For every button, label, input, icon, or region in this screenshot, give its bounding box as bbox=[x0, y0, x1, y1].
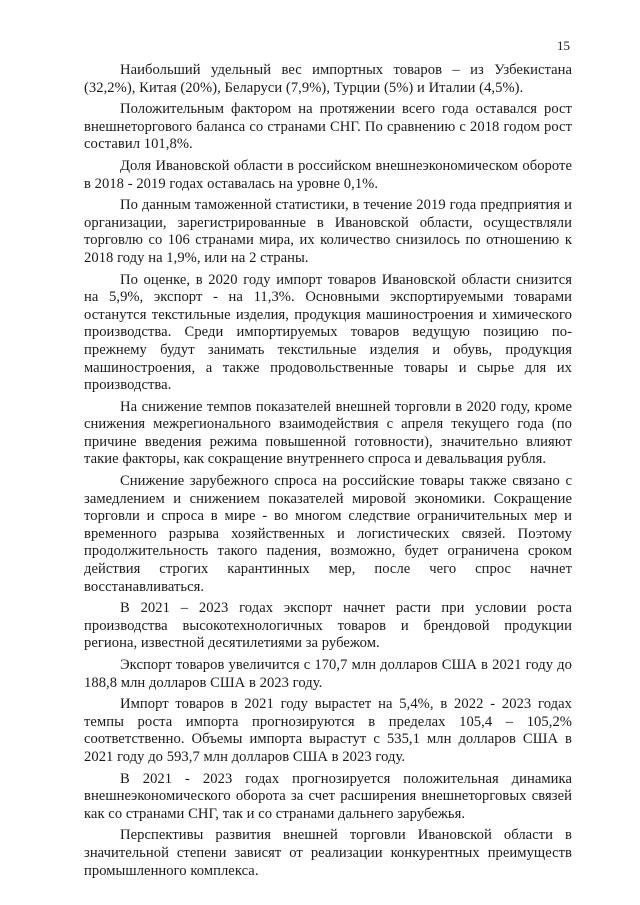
paragraph: Положительным фактором на протяжении всего года оставался рост внешнеторгового баланса со странами СНГ. По сравнению с 2018 годом рост составил 101,8%. bbox=[84, 101, 572, 153]
paragraph: По данным таможенной статистики, в течение 2019 года предприятия и организации, зарегистрированные в Ивановской области, осуществляли торговлю со 106 странами мира, их количество снизилось по отношению к 2018 году на 1,9%, или на 2 страны. bbox=[84, 197, 572, 266]
paragraph: В 2021 – 2023 годах экспорт начнет расти при условии роста производства высокотехнологичных товаров и брендовой продукции региона, известной десятилетиями за рубежом. bbox=[84, 600, 572, 652]
document-body bbox=[84, 62, 572, 884]
paragraph: Снижение зарубежного спроса на российские товары также связано с замедлением и снижением показателей мировой экономики. Сокращение торговли и спроса в мире - во многом следствие ограничительных мер и временного разрыва хозяйственных и логистических связей. Поэтому продолжительность такого падения, возможно, будет ограничена сроком действия строгих карантинных мер, после чего спрос начнет восстанавливаться. bbox=[84, 473, 572, 595]
paragraph: Импорт товаров в 2021 году вырастет на 5,4%, в 2022 - 2023 годах темпы роста импорта прогнозируются в пределах 105,4 – 105,2% соответственно. Объемы импорта вырастут с 535,1 млн долларов США в 2021 году до 593,7 млн долларов США в 2023 году. bbox=[84, 696, 572, 765]
paragraph: На снижение темпов показателей внешней торговли в 2020 году, кроме снижения межрегионального взаимодействия с апреля текущего года (по причине введения режима повышенной готовности), значительно влияют такие факторы, как сокращение внутреннего спроса и девальвация рубля. bbox=[84, 398, 572, 468]
paragraph: В 2021 - 2023 годах прогнозируется положительная динамика внешнеэкономического оборота за счет расширения внешнеторговых связей как со странами СНГ, так и со странами дальнего зарубежья. bbox=[84, 770, 572, 822]
page-number: 15 bbox=[557, 38, 570, 53]
paragraph: По оценке, в 2020 году импорт товаров Ивановской области снизится на 5,9%, экспорт - на 11,3%. Основными экспортируемыми товарами останутся текстильные изделия, продукция машиностроения и химического производства. Среди импортируемых товаров ведущую позицию по-прежнему будут занимать текстильные изделия и обувь, продукция машиностроения, а также продовольственные товары и сырье для их производства. bbox=[84, 271, 572, 394]
paragraph: Наибольший удельный вес импортных товаров – из Узбекистана (32,2%), Китая (20%), Беларуси (7,9%), Турции (5%) и Италии (4,5%). bbox=[84, 62, 572, 96]
paragraph: Доля Ивановской области в российском внешнеэкономическом обороте в 2018 - 2019 годах оставалась на уровне 0,1%. bbox=[84, 157, 572, 192]
paragraph: Экспорт товаров увеличится с 170,7 млн долларов США в 2021 году до 188,8 млн долларов США в 2023 году. bbox=[84, 657, 572, 691]
paragraph: Перспективы развития внешней торговли Ивановской области в значительной степени зависят от реализации конкурентных преимуществ промышленного комплекса. bbox=[84, 827, 572, 879]
